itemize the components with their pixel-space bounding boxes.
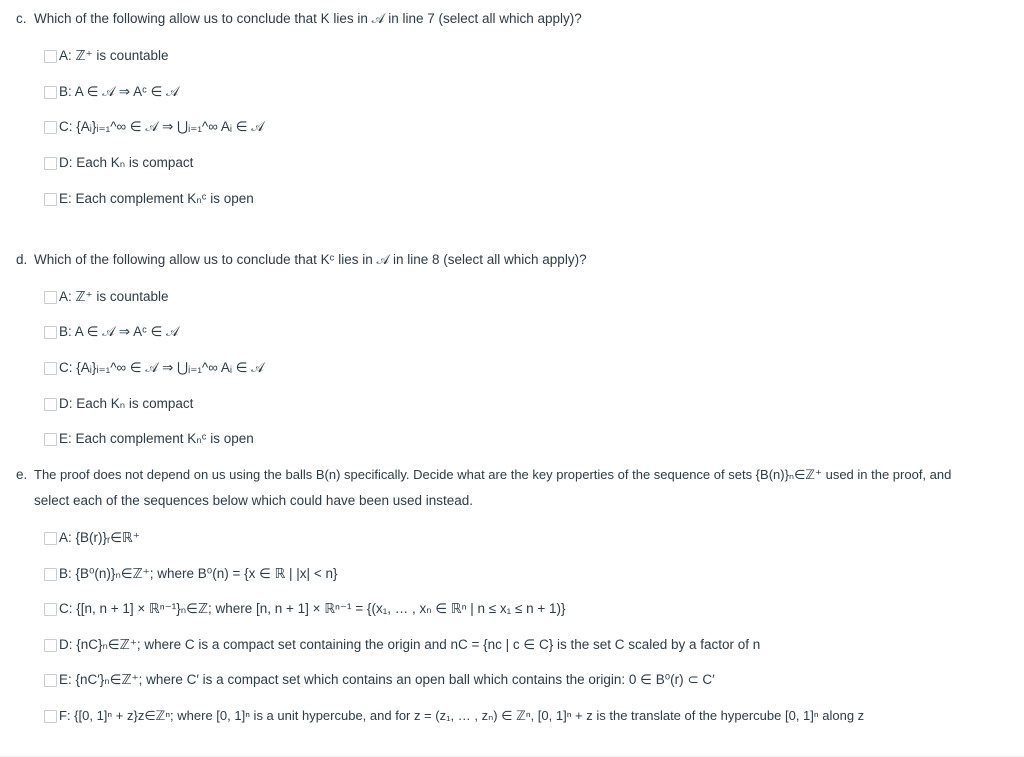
option-c-b[interactable] [44,83,179,101]
question-letter: c. [16,11,27,26]
option-label: D: {nC}ₙ∈ℤ⁺; where C is a compact set containing the origin and nC = {nc | c ∈ C} is the set C scaled by a factor of n [59,637,761,652]
checkbox[interactable] [44,398,57,411]
checkbox[interactable] [44,674,57,687]
option-e-e[interactable] [44,671,715,689]
question-c [16,6,1016,32]
checkbox[interactable] [44,326,57,339]
option-label: E: Each complement Kₙᶜ is open [59,431,254,446]
option-label: A: {B(r)}ᵣ∈ℝ⁺ [59,530,140,545]
question-d [16,247,1016,273]
question-letter: d. [16,252,28,267]
option-d-d[interactable] [44,395,193,413]
question-text: Which of the following allow us to conclude that K lies in 𝒜 in line 7 (select all which apply)? [34,11,582,26]
option-label: D: Each Kₙ is compact [59,396,194,411]
option-label: E: Each complement Kₙᶜ is open [59,191,254,206]
option-d-a[interactable] [44,288,168,306]
option-d-c[interactable] [44,359,264,377]
checkbox[interactable] [44,568,57,581]
checkbox[interactable] [44,50,57,63]
option-e-d[interactable] [44,636,760,654]
checkbox[interactable] [44,86,57,99]
option-label: B: {B⁰(n)}ₙ∈ℤ⁺; where B⁰(n) = {x ∈ ℝ | |x| < n} [59,566,338,581]
option-label: D: Each Kₙ is compact [59,155,194,170]
option-label: C: {[n, n + 1] × ℝⁿ⁻¹}ₙ∈ℤ; where [n, n + 1] × ℝⁿ⁻¹ = {(x₁, … , xₙ ∈ ℝⁿ | n ≤ x₁ ≤ n + 1)} [59,601,566,616]
checkbox[interactable] [44,603,57,616]
checkbox[interactable] [44,291,57,304]
checkbox[interactable] [44,157,57,170]
checkbox[interactable] [44,710,57,723]
option-label: B: A ∈ 𝒜 ⇒ Aᶜ ∈ 𝒜 [59,84,179,99]
option-c-a[interactable] [44,47,168,65]
option-label: E: {nC′}ₙ∈ℤ⁺; where C′ is a compact set which contains an open ball which contains the origin: 0 ∈ B⁰(r) ⊂ C′ [59,672,715,687]
option-c-d[interactable] [44,154,193,172]
question-text: Which of the following allow us to conclude that Kᶜ lies in 𝒜 in line 8 (select all which apply)? [34,252,587,267]
checkbox[interactable] [44,639,57,652]
option-e-b[interactable] [44,565,337,583]
option-c-e[interactable] [44,190,254,208]
question-text-line1: The proof does not depend on us using the balls B(n) specifically. Decide what are the key properties of the sequence of sets {B(n)}ₙ∈ℤ⁺ used in the proof, and [34,467,952,482]
question-letter: e. [16,467,28,482]
option-e-a[interactable] [44,529,140,547]
checkbox[interactable] [44,193,57,206]
option-label: A: ℤ⁺ is countable [59,48,169,63]
option-d-b[interactable] [44,323,179,341]
option-e-f[interactable] [44,707,864,725]
option-d-e[interactable] [44,430,254,448]
option-label: C: {Aᵢ}ᵢ₌₁^∞ ∈ 𝒜 ⇒ ⋃ᵢ₌₁^∞ Aᵢ ∈ 𝒜 [59,119,265,134]
checkbox[interactable] [44,121,57,134]
option-label: B: A ∈ 𝒜 ⇒ Aᶜ ∈ 𝒜 [59,324,179,339]
checkbox[interactable] [44,362,57,375]
option-label: A: ℤ⁺ is countable [59,289,169,304]
option-label: C: {Aᵢ}ᵢ₌₁^∞ ∈ 𝒜 ⇒ ⋃ᵢ₌₁^∞ Aᵢ ∈ 𝒜 [59,360,265,375]
option-c-c[interactable] [44,118,264,136]
question-e [16,462,1018,514]
option-e-c[interactable] [44,600,566,618]
question-text-line2: select each of the sequences below which could have been used instead. [34,493,474,508]
checkbox[interactable] [44,433,57,446]
checkbox[interactable] [44,532,57,545]
option-label: F: {[0, 1]ⁿ + z}z∈ℤⁿ; where [0, 1]ⁿ is a unit hypercube, and for z = (z₁, … , zₙ) ∈ ℤⁿ, [0, 1]ⁿ + z is the translate of the hypercube [0, 1]ⁿ along z [59,708,865,723]
